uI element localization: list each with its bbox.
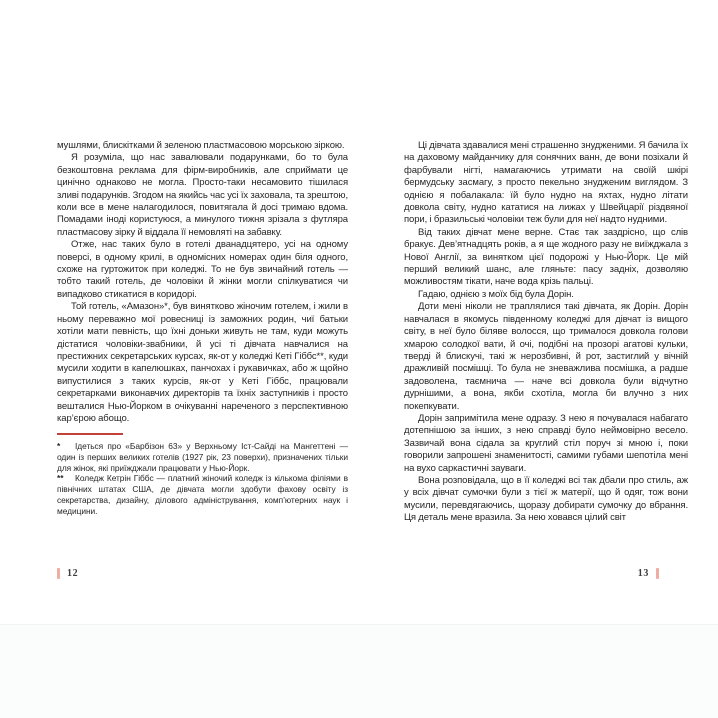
paragraph: Доти мені ніколи не траплялися такі дівчата, як Дорін. Дорін навчалася в якомусь південному коледжі для дівчат із вищого світу, в неї було біляве волосся, що трималося довкола голови хмарою солодкої вати, й очі, подібні на прозорі агатові кульки, тверді й блискучі, такі ж нерозбивні, й рот, застиглий у вічній дражливій посмішці. То була не зневажлива посмішка, а радше задоволена, таємнича — наче всі довкола були відчутно дурнішими, а вона, якби схотіла, могла би влучно з них покепкувати.	[404, 301, 688, 412]
paragraph: Я розуміла, що нас завалювали подарунками, бо то була безкоштовна реклама для фірм-виробників, але сприймати це цинічно однаково не могла. Просто-таки несамовито тішилася зливі подарунків. Згодом на якийсь час усі їх заховала, та зрештою, коли все в мене налагодилося, повитягала й досі тримаю вдома. Помадами іноді користуюся, а минулого тижня зрізала з футляра пластмасову зірку й віддала її немовляті на забавку.	[57, 152, 348, 238]
footnotes-block	[57, 441, 348, 516]
paragraph: мушлями, блискітками й зеленою пластмасовою морською зіркою.	[57, 140, 345, 151]
page-right	[404, 140, 688, 525]
paragraph: Гадаю, однією з моїх бід була Дорін.	[418, 288, 574, 300]
paragraph: Від таких дівчат мене верне. Стає так заздрісно, що слів бракує. Дев’ятнадцять років, а я ще жодного разу не виїжджала з Нової Англії, за винятком цієї подорожі у Нью-Йорк. Це мій перший великий шанс, але гляньте: пасу задніх, дозволяю можливостям тікати, наче вода крізь пальці.	[404, 226, 688, 288]
page-bottom-edge	[0, 624, 718, 718]
paragraph: Той готель, «Амазон»*, був винятково жіночим готелем, і жили в ньому переважно мої ровесниці із заможних родин, чиї батьки хотіли мати певність, що їхні доньки живуть не там, куди можуть дістатися чоловіки-звабники, й усі ті дівчата навчалися на престижних секретарських курсах, як-от у коледжі Кеті Гіббс**, куди мусили ходити в капелюшках, панчохах і рукавичках, або ж щойно випустилися з таких курсів, як-от у Кеті Гіббс, працювали секретарками виконавчих директорів та їхніх заступників і просто вешталися Нью-Йорком в очікуванні нареченого з перспективною кар’єрою абощо.	[57, 301, 348, 424]
footnote-marker: **	[57, 473, 64, 484]
paragraph: Вона розповідала, що в її коледжі всі так дбали про стиль, аж у всіх дівчат сумочки були з тієї ж матерії, що й одяг, тож вони мусили, перевдягаючись, щоразу добирати сумочку до вбрання. Ця деталь мене вразила. За нею ховався цілий світ	[404, 474, 688, 524]
folio-right	[638, 568, 659, 579]
page-right-body	[404, 140, 688, 525]
page-number-left: 12	[67, 568, 79, 579]
footnote-marker: *	[57, 441, 61, 452]
footnote: * Ідеться про «Барбізон 63» у Верхньому Іст-Сайді на Мангеттені — один із перших великих готелів (1927 рік, 23 поверхи), призначених тільки для жінок, які приїжджали працювати у Нью-Йорк.	[57, 441, 348, 473]
footnote: ** Коледж Кетрін Гіббс — платний жіночий коледж із кількома філіями в північних штатах США, де дівчата могли здобути фахову освіту із секретарства, дизайну, ділового адміністрування, комп’ютерних наук і медицини.	[57, 473, 348, 516]
page-left-body	[57, 140, 348, 425]
paragraph: Дорін запримітила мене одразу. З нею я почувалася набагато дотепнішою за інших, з нею справді було неймовірно весело. Зазвичай вона сідала за круглий стіл поруч зі мною і, поки говорили запрошені знаменитості, самими губами шепотіла мені на вухо саркастичні зауваги.	[404, 412, 688, 474]
page-number-right: 13	[637, 568, 649, 579]
folio-left	[57, 568, 78, 579]
footnote-divider-rule	[57, 433, 123, 435]
paragraph: Ці дівчата здавалися мені страшенно знудженими. Я бачила їх на даховому майданчику для сонячних ванн, де вони позіхали й фарбували нігті, намагаючись утримати на своїй шкірі бермудську засмагу, з просто пекельно знудженим виглядом. З однією я побалакала: їй було нудно на яхтах, нудно літати довкола світу, нудно кататися на лижах у Швейцарії різдвяної пори, і бразильські чоловіки теж були для неї надто нудними.	[404, 140, 688, 226]
paragraph: Отже, нас таких було в готелі дванадцятеро, усі на одному поверсі, в одному крилі, в одномісних номерах один біля одного, схоже на гуртожиток при коледжі. То не був звичайний готель — тобто такий готель, де чоловіки й жінки могли спілкуватися чи випадково стикатися в коридорі.	[57, 239, 348, 300]
page-left	[57, 140, 348, 516]
folio-marker-bar-left	[57, 568, 60, 579]
folio-marker-bar-right	[656, 568, 659, 579]
